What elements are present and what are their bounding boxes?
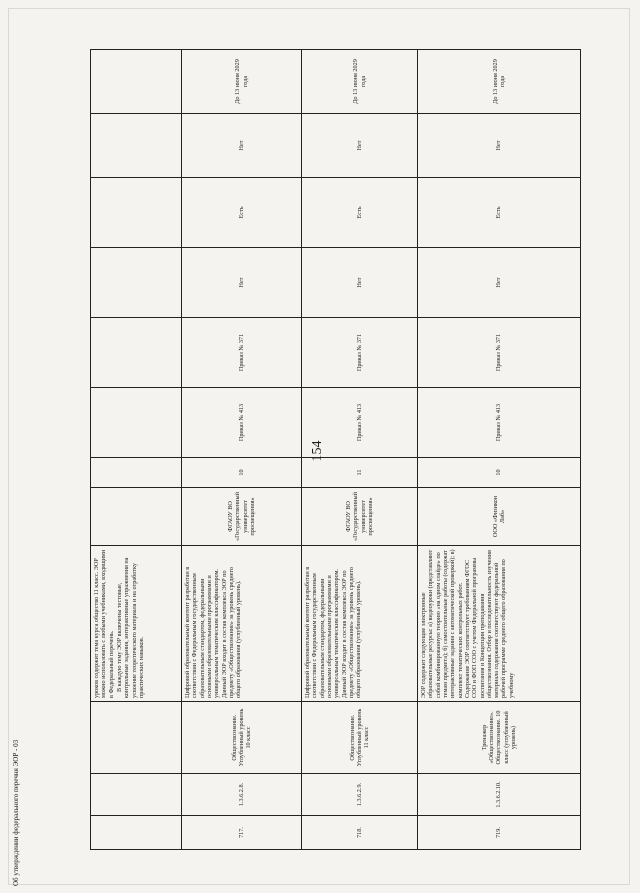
row-number: 717.: [182, 816, 302, 850]
rotated-table-container: [90, 50, 580, 850]
row-number: [91, 816, 182, 850]
table-row: [302, 50, 418, 850]
row-col9: Нет: [182, 248, 302, 318]
row-code: [91, 774, 182, 816]
description-paragraph: уроков содержит тема курса общество 11 класс. ЭОР можно использовать с любыми учебниками, входящими в Федеральный перечень.: [93, 549, 115, 698]
row-order-1: [91, 388, 182, 458]
row-code: 1.3.6.2.9.: [302, 774, 418, 816]
row-order-1: Приказ № 413: [182, 388, 302, 458]
row-name: Тренажер «Обществознание». Обществознание. 10 класс (углубленный уровень): [418, 702, 581, 774]
row-count: 10: [418, 458, 581, 488]
row-number: 718.: [302, 816, 418, 850]
row-order-1: Приказ № 413: [418, 388, 581, 458]
row-order-2: Приказ № 371: [182, 318, 302, 388]
row-name: [91, 702, 182, 774]
row-description: [91, 546, 182, 702]
row-col9: Нет: [418, 248, 581, 318]
description-paragraph: В каждую тему ЭОР включены тестовые, контрольные задания, интерактивные упражнения на усвоение теоретического материала и на отработку практических навыков.: [115, 557, 145, 698]
row-count: 10: [182, 458, 302, 488]
row-publisher: ФГАОУ ВО «Государственный университет просвещения»: [182, 488, 302, 546]
row-deadline: До 13 июня 2029 года: [182, 50, 302, 114]
row-col10: Есть: [302, 178, 418, 248]
row-col10: Есть: [182, 178, 302, 248]
row-col10: [91, 178, 182, 248]
row-name: Обществознание. Углубленный уровень 11 класс: [302, 702, 418, 774]
row-publisher: ООО «Физикон Лаб»: [418, 488, 581, 546]
row-code: 1.3.6.2.8.: [182, 774, 302, 816]
row-col10: Есть: [418, 178, 581, 248]
table-row: [182, 50, 302, 850]
row-order-2: Приказ № 371: [418, 318, 581, 388]
eor-table: [90, 49, 581, 850]
row-col11: Нет: [182, 114, 302, 178]
row-col11: Нет: [418, 114, 581, 178]
row-publisher: ФГАОУ ВО «Государственный университет просвещения»: [302, 488, 418, 546]
row-code: 1.3.6.2.10.: [418, 774, 581, 816]
row-col11: [91, 114, 182, 178]
description-paragraph: ЭОР содержит следующие электронные образовательные ресурсы: а) видеоуроки (представляют собой комбинированную теорию «на одном слайде» по темам предмета); б) самостоятельные работы (содержат интерактивные задания с автоматической проверкой); в) комплект тематических контрольных работ. Содержание ЭОР соответствует требованиям ФГОС СОО и ФОП СОО с учетом Федеральной программы воспитания и Концепции преподавания обществознания. Отбор и последовательность изучения материала содержания соответствуют федеральной рабочей программе среднего общего образования по учебному: [420, 549, 515, 698]
document-footer: Об утверждении федерального перечня ЭОР - 03: [12, 739, 20, 886]
row-deadline: [91, 50, 182, 114]
row-order-2: [91, 318, 182, 388]
table-row: [91, 50, 182, 850]
row-col11: Нет: [302, 114, 418, 178]
description-paragraph: Цифровой образовательный контент разработан в соответствии с Федеральным государственным образовательным стандартом, федеральными основными образовательными программами и универсальным тематическим классификатором. Данный ЭОР входит в состав комплекса ЭОР по предмету «Обществознание» за уровень среднего общего образования (углубленный уровень).: [184, 566, 243, 698]
description-paragraph: Цифровой образовательный контент разработан в соответствии с Федеральным государственным образовательным стандартом, федеральными основными образовательными программами и универсальным тематическим классификатором. Данный ЭОР входит в состав комплекса ЭОР по предмету «Обществознание» за уровень среднего общего образования (углубленный уровень).: [304, 566, 363, 698]
row-col9: [91, 248, 182, 318]
table-row: [418, 50, 581, 850]
page-number: 154: [310, 440, 325, 462]
row-name: Обществознание. Углубленный уровень 10 класс: [182, 702, 302, 774]
row-order-2: Приказ № 371: [302, 318, 418, 388]
row-deadline: До 13 июня 2029 года: [418, 50, 581, 114]
row-description: [302, 546, 418, 702]
row-order-1: Приказ № 413: [302, 388, 418, 458]
row-deadline: До 13 июня 2029 года: [302, 50, 418, 114]
row-number: 719.: [418, 816, 581, 850]
row-description: [182, 546, 302, 702]
row-count: [91, 458, 182, 488]
row-publisher: [91, 488, 182, 546]
row-col9: Нет: [302, 248, 418, 318]
row-description: [418, 546, 581, 702]
row-count: 11: [302, 458, 418, 488]
